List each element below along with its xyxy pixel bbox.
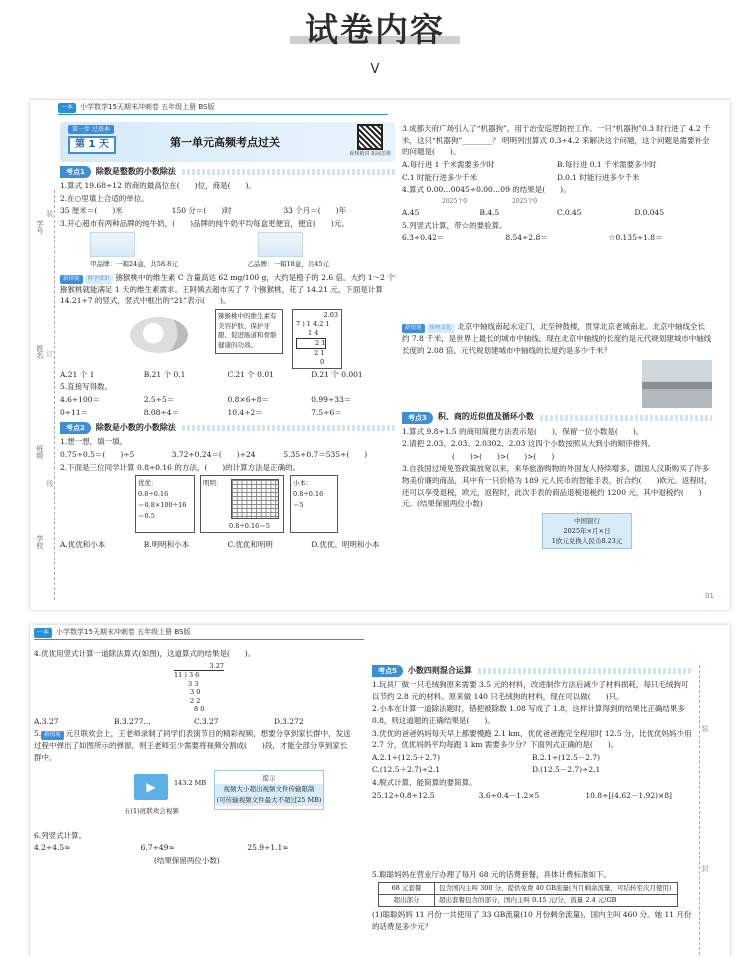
question-p2-6-note: (结果保留两位小数) xyxy=(154,855,220,865)
side-mark-right-1: 装 xyxy=(701,725,709,732)
question-1: 1.算式 19.68÷12 的商的最高位在( )位，商是( )。 xyxy=(60,181,256,190)
plan-table xyxy=(378,882,678,907)
question-r7: 1.算式 9.8÷1.5 的商用简便方法表示是( )，保留一位小数是( )。 xyxy=(402,426,644,436)
question-5-row-2: 0÷11＝ 8.08÷4＝ 10.4÷2＝ 7.5÷6＝ xyxy=(60,407,342,417)
knowledge-point-2: 考点2 除数是小数的小数除法 xyxy=(60,422,395,434)
grid-figure xyxy=(231,479,279,519)
question-3: 3.开心超市有两种品牌的纯牛奶，( )品牌的纯牛奶平均每盒更便宜，便宜( )元。 xyxy=(60,218,349,228)
question-r3-options-a: A.每行进 1 千米需要多少时 B.每行进 0.1 千米需要多少时 xyxy=(402,159,657,169)
knowledge-point-1: 考点1 除数是整数的小数除法 xyxy=(60,166,395,178)
question-4-options: A.21 个 1 B.21 个 0.1 C.21 个 0.01 D.21 个 0.001 xyxy=(60,369,363,379)
question-r8-line: ( )>( )>( )>( ) xyxy=(452,451,555,461)
video-size: 143.2 MB xyxy=(174,778,207,787)
qr-caption: 视频精讲 拓展思维 xyxy=(349,151,391,157)
question-p2-r3: 3.优优的爸爸妈妈每天早上都要慢跑 2.1 km，优优爸爸跑完全程用时 12.5 分，比优优妈妈少用 2.7 分，优优妈妈平均每跑 1 km 需要多少分？下面列式正确的是( )。 xyxy=(372,728,692,750)
milk-caption-b: 乙品牌：一箱18盒，共45元 xyxy=(247,259,330,268)
knowledge-point-3: 考点3 积、商的近似值及循环小数 xyxy=(402,412,712,424)
question-p2-r4: 4.脱式计算，能简算的要简算。 xyxy=(372,778,477,787)
question-r6: 新情境 传统文化 北京中轴线南起永定门，北至钟鼓楼，贯穿北京老城南北。北京中轴线全长约 7.8 千米，是世界上最长的城市中轴线。现在北京中轴线的长度约是元代规划建城市中轴线长度的 2.08 倍。元代规划建城市中轴线的长度约是多少千米？ xyxy=(402,322,712,355)
side-label-class: 班级 xyxy=(35,445,44,459)
brand-logo: 一本 xyxy=(58,103,76,113)
question-p2-r5: 5.聪聪妈妈在营业厅办理了每月 68 元的话费套餐，具体计费标准如下。 xyxy=(372,869,611,879)
day-step: 第一步 过基本 xyxy=(68,125,114,134)
question-p2-r2: 2.小本在计算一道除法题时，错把被除数 1.08 写成了 1.8，这样计算得到的结果比正确结果多 0.8，则这道题的正确结果是( )。 xyxy=(372,704,685,725)
method-box-mingming: 明明： 0.8÷0.16＝5 xyxy=(200,475,284,533)
page1-right-column xyxy=(402,122,712,549)
question-p2-5: 5. 新情境 元旦联欢会上，王老师录制了同学们表演节目的精彩视频，想要分享到家长群中，发送过程中弹出了如图所示的弹窗，则王老师至少需要将视频分割成( )段，才能全部分享到家长群中。 xyxy=(34,729,351,762)
milk-box-image-b xyxy=(258,232,303,257)
question-r4: 4.算式 0.00…0045÷0.00…09 的结果是( )。 xyxy=(402,185,571,195)
page2-left-column xyxy=(34,647,354,867)
question-2-items: 35 厘米＝( )米 150 分＝( )时 33 个月＝( )年 xyxy=(60,206,347,216)
question-4: 新情境 科学常识 猕猴桃中的维生素 C 含量高达 62 mg/100 g，大约是橙子的 2.6 倍。大约 1～2 个猕猴桃就能满足 1 天的维生素需求。王阿姨去超市买了 7 个猕猴桃，花了 14.21 元，下面是计算 14.21÷7 的竖式，竖式中框出的“21”表示( )。 xyxy=(60,272,395,306)
side-mark-xian: 线 xyxy=(45,480,54,487)
side-mark-ding: 订 xyxy=(45,350,54,357)
question-p2-r1: 1.玩具厂做一只毛绒狗原来需要 3.5 元的材料，改进制作方法后减少了材料损耗，每只毛绒狗可以节约 2.8 元的材料。原来做 140 只毛绒狗的材料，现在可以做( )只。 xyxy=(372,680,689,701)
question-r5-items: 6.3÷0.42＝ 8.54÷2.8＝ ☆0.135÷1.8＝ xyxy=(402,233,663,243)
question-p2-4: 4.优优用竖式计算一道除法算式(如图)，这道算式的结果是( )。 xyxy=(34,649,256,658)
table-row: 超出部分 超出套餐包含的部分，国内主叫 0.15 元/分，流量 2.4 元/GB xyxy=(379,895,678,907)
chevron-down-icon[interactable]: V xyxy=(370,62,380,77)
question-5-row-1: 4.6÷100＝ 2.5÷5＝ 0.8×6÷8＝ 0.99÷33＝ xyxy=(60,395,352,404)
day-label: 第 1 天 xyxy=(68,136,116,154)
question-p2-4-options: A.3.27 B.3.277… C.3.27 D.3.272 xyxy=(34,716,304,726)
bank-rate-card: 中国银行 2025年×月×日 1欧元兑换人民币8.23元 xyxy=(542,513,632,549)
kiwi-image xyxy=(130,317,188,353)
question-r4-sub: 2025个0 2025个0 xyxy=(442,197,538,205)
milk-caption-a: 甲品牌：一箱24盒，共58.8元 xyxy=(90,259,178,268)
qr-code[interactable] xyxy=(357,124,383,150)
table-row: 68 元套餐 包含国内主叫 300 分，提供免费 40 GB流量(当月剩余流量，可结转至次月使用) xyxy=(379,883,678,895)
question-6-items: 0.75÷0.5＝( )÷5 3.72÷0.24＝( )÷24 5.35÷0.7＝535÷( ) xyxy=(60,449,368,459)
page-header xyxy=(0,0,750,102)
question-7-options: A.优优和小本 B.明明和小本 C.优优和明明 D.优优、明明和小本 xyxy=(60,540,380,550)
page1-left-column xyxy=(60,122,395,552)
knowledge-point-5: 考点5 小数四则混合运算 xyxy=(372,665,692,677)
question-7: 2.下面是三位同学计算 0.8÷0.16 的方法，( )的计算方法是正确的。 xyxy=(60,462,301,472)
question-r9: 3.自我国过境免签政策放宽以来，来华旅游购物的外国友人持续增多。德国人汉斯购买了许多物美价廉的商品，其中有一只价格为 189 元人民币的智能手表，折合约( )欧元。返程时，还可以享受退税，欧元，返程时，此次手表的商品退税退税约 1200 元，其中退税约( )元。(结果保留两位小数) xyxy=(402,464,712,509)
question-r3: 3.成都天府广场引入了“机器狗”，用于治安巡逻防控工作。一只“机器狗”0.3 时行进了 4.2 千米，这只“机器狗”________？ 明明列出算式 0.3÷4.2 来解决这个问题，这个问题是需要补全的问题是( )。 xyxy=(402,124,711,157)
central-axis-photo xyxy=(642,360,712,408)
long-division-36-11: 3.27 11 ) 3 6 3 3 3 0 2 2 8 0 xyxy=(174,661,224,714)
method-boxes xyxy=(60,475,395,537)
question-p2-r3-options-a: A.2.1÷(12.5＋2.7) B.2.1÷(12.5－2.7) xyxy=(372,752,601,762)
question-p2-6: 6.列竖式计算。 xyxy=(34,830,87,840)
exam-page-2 xyxy=(30,625,730,957)
milk-box-image-a xyxy=(90,232,135,257)
method-box-youyou: 优优： 0.8÷0.16 ＝0.8×100÷16 ＝0.5 xyxy=(135,475,195,533)
question-2: 2.在○里填上合适的单位。 xyxy=(60,193,149,203)
question-5: 5.直接写得数。 xyxy=(60,382,113,392)
question-r5: 5.列竖式计算，带☆的要验算。 xyxy=(402,220,507,230)
unit-title: 第一单元高频考点过关 xyxy=(170,136,280,149)
side-mark-zhuang: 装 xyxy=(45,210,54,217)
question-p2-r5-sub1: (1)聪聪妈妈 11 月份一共使用了 33 GB流量(10 月份剩余流量)，国内主叫 460 分。她 11 月份的话费是多少元？ xyxy=(372,910,692,931)
side-mark-right-2: 封 xyxy=(701,865,709,872)
page1-series: 一本 小学数学15天期末冲刺卷 五年级上册 BS版 xyxy=(58,100,730,114)
side-label-school: 学校 xyxy=(35,535,44,549)
question-r8: 2.请把 2.03、2.03̇、2.0302、2.03̇ 这四个小数按照从大到小的顺序排列。 xyxy=(402,439,656,449)
question-p2-6-items: 4.2÷4.5≈ 6.7÷49≈ 25.9÷1.1≈ xyxy=(34,843,289,853)
brand-logo-2: 一本 xyxy=(34,628,52,638)
exam-page-1 xyxy=(30,100,730,610)
question-r3-options-b: C.1 时能行进多少千米 D.0.1 时能行进多少千米 xyxy=(402,172,640,182)
unit-banner xyxy=(60,122,395,162)
question-6: 1.想一想，填一填。 xyxy=(60,437,128,447)
video-share-figure xyxy=(34,766,354,828)
page-number: 01 xyxy=(705,592,714,601)
question-r4-options: A.45 B.4.5 C.0.45 D.0.045 xyxy=(402,208,665,218)
page2-right-column xyxy=(372,661,692,934)
kiwi-figure xyxy=(60,309,395,367)
side-label-xuehao: 学号 xyxy=(35,220,44,234)
page2-series: 一本 小学数学15天期末冲刺卷 五年级上册 BS版 xyxy=(34,625,730,639)
video-thumbnail[interactable]: ▶ xyxy=(134,774,168,800)
method-box-xiaoben: 小本： 0.8÷0.16 ＝5 xyxy=(290,475,338,533)
video-caption: 五(1)班联欢会视频 xyxy=(124,806,179,815)
page-title: 试卷内容 xyxy=(305,10,445,49)
milk-images xyxy=(60,232,395,270)
kiwi-note: 猕猴桃中的维生素有美容护肤、保护牙龈、促进肠道和骨骼健康的功效。 xyxy=(215,309,283,354)
question-p2-r3-options-b: C.(12.5＋2.7)÷2.1 D.(12.5－2.7)÷2.1 xyxy=(372,765,601,775)
side-label-name: 姓名 xyxy=(35,345,44,359)
upload-limit-popup: 提示 视频大小超出视频文件传输限制 (可传输视频文件最大不超过25 MB) xyxy=(214,770,324,810)
question-p2-r4-items: 25.12÷0.8÷12.5 3.6÷0.4－1.2×5 10.8÷[(4.62－1.92)×8] xyxy=(372,790,672,800)
long-division-14-21: 2.03 7 ) 1 4.2 1 1 4 2 1 2 1 0 xyxy=(292,309,342,369)
